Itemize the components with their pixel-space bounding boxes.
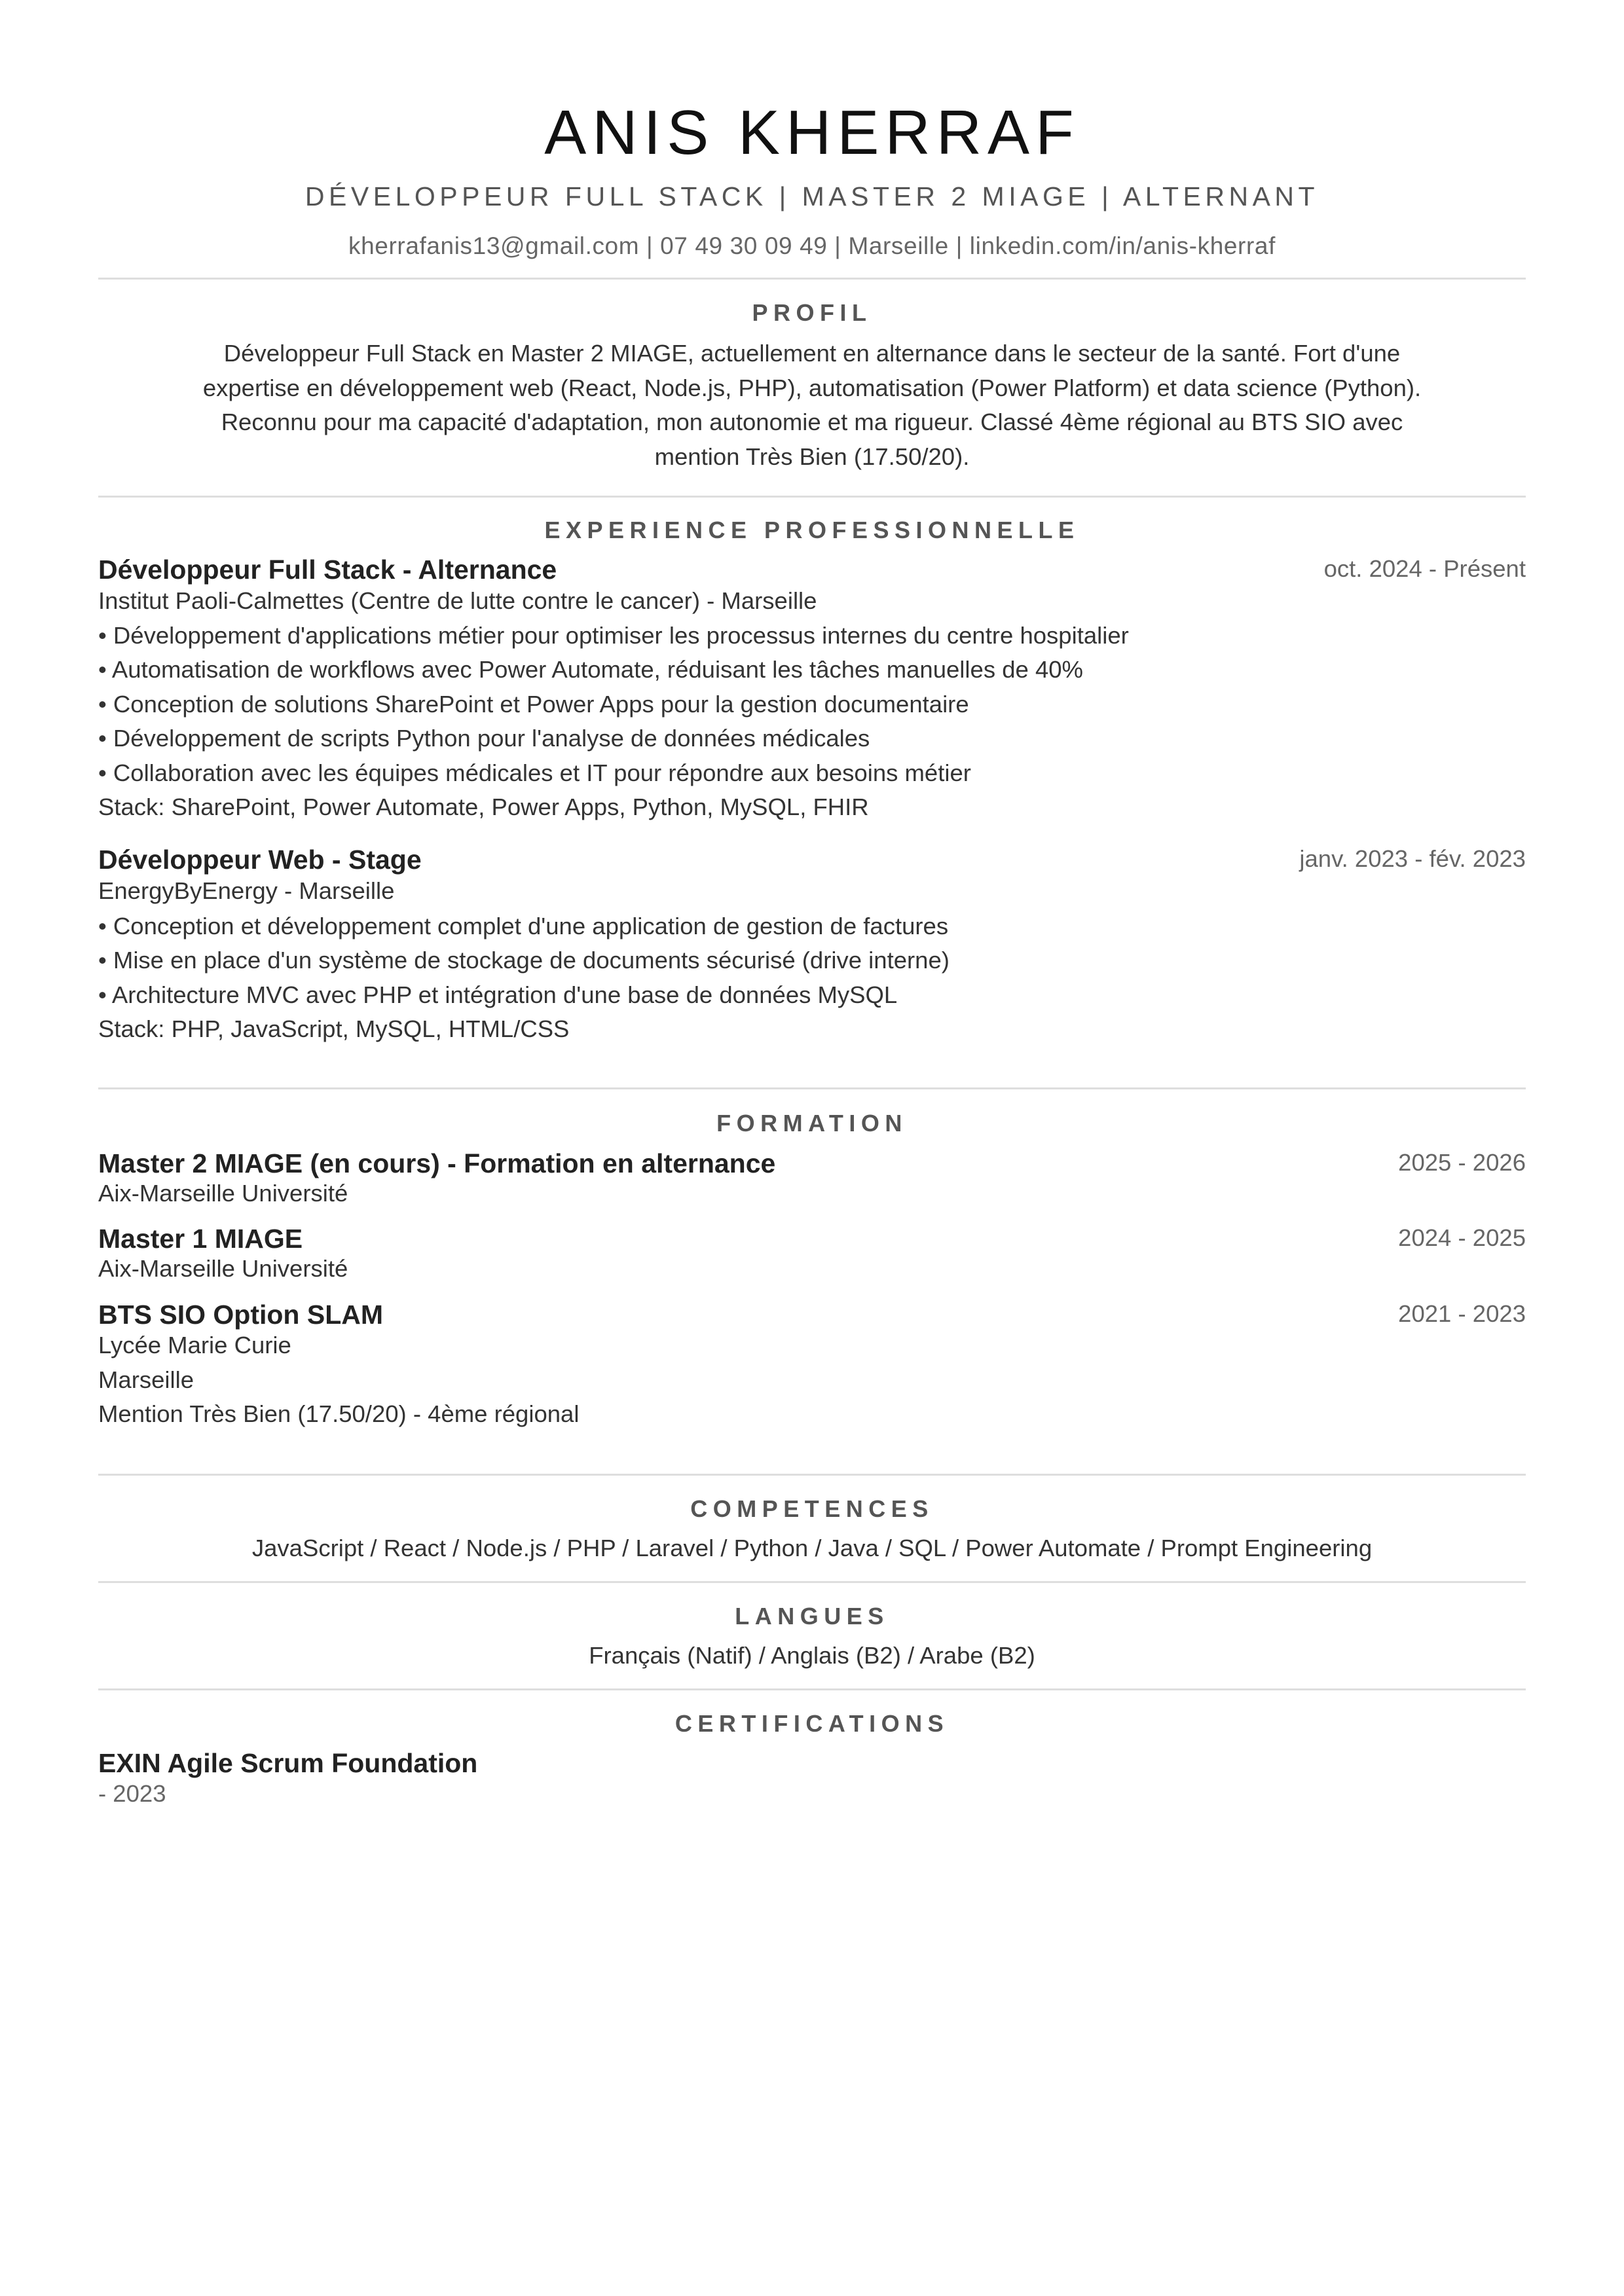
job-title: Développeur Web - Stage — [98, 845, 422, 875]
certification-name: EXIN Agile Scrum Foundation — [98, 1748, 478, 1778]
languages-list: Français (Natif) / Anglais (B2) / Arabe (B2) — [589, 1642, 1035, 1669]
section-title-certifications: CERTIFICATIONS — [674, 1710, 950, 1737]
certification-year: - 2023 — [98, 1780, 166, 1807]
job-bullet: • Collaboration avec les équipes médicales et IT pour répondre aux besoins métier — [98, 759, 971, 786]
contact-line: kherrafanis13@gmail.com | 07 49 30 09 49 | Marseille | linkedin.com/in/anis-kherraf — [348, 232, 1276, 259]
degree-honors: Mention Très Bien (17.50/20) - 4ème régional — [98, 1400, 580, 1427]
section-title-skills: COMPETENCES — [690, 1495, 934, 1522]
profile-summary: Développeur Full Stack en Master 2 MIAGE, actuellement en alternance dans le secteur de la santé. Fort d'une expertise en développement web (React, Node.js, PHP), automatisation (Power Platform) et data science (Python). Reconnu pour ma capacité d'adaptation, mon autonomie et ma rigueur. Classé 4ème régional au BTS SIO avec mention Très Bien (17.50/20). — [202, 340, 1422, 470]
job-bullet: • Conception et développement complet d'une application de gestion de factures — [98, 913, 949, 939]
job-company: EnergyByEnergy - Marseille — [98, 877, 395, 904]
degree-title: BTS SIO Option SLAM — [98, 1300, 384, 1330]
job-bullet: • Développement d'applications métier pour optimiser les processus internes du centre hospitalier — [98, 622, 1129, 649]
job-bullet: • Développement de scripts Python pour l'analyse de données médicales — [98, 725, 870, 752]
job-stack: Stack: SharePoint, Power Automate, Power Apps, Python, MySQL, FHIR — [98, 793, 869, 820]
section-title-experience: EXPERIENCE PROFESSIONNELLE — [544, 517, 1080, 543]
degree-dates: 2024 - 2025 — [1398, 1224, 1526, 1251]
job-dates: janv. 2023 - fév. 2023 — [1299, 845, 1526, 872]
degree-dates: 2021 - 2023 — [1398, 1300, 1526, 1327]
divider — [98, 496, 1526, 498]
headline: DÉVELOPPEUR FULL STACK | MASTER 2 MIAGE | ALTERNANT — [304, 181, 1320, 211]
degree-school: Aix-Marseille Université — [98, 1180, 348, 1207]
job-company: Institut Paoli-Calmettes (Centre de lutte contre le cancer) - Marseille — [98, 587, 817, 614]
job-title: Développeur Full Stack - Alternance — [98, 555, 557, 585]
degree-dates: 2025 - 2026 — [1398, 1149, 1526, 1176]
divider — [98, 1087, 1526, 1089]
divider — [98, 278, 1526, 280]
job-stack: Stack: PHP, JavaScript, MySQL, HTML/CSS — [98, 1015, 570, 1042]
job-bullet: • Conception de solutions SharePoint et Power Apps pour la gestion documentaire — [98, 691, 969, 718]
section-title-education: FORMATION — [716, 1110, 908, 1137]
candidate-name: ANIS KHERRAF — [544, 98, 1080, 168]
skills-list: JavaScript / React / Node.js / PHP / Laravel / Python / Java / SQL / Power Automate / Prompt Engineering — [251, 1535, 1373, 1561]
degree-school: Lycée Marie Curie — [98, 1332, 291, 1358]
section-title-languages: LANGUES — [735, 1603, 889, 1630]
divider — [98, 1581, 1526, 1583]
job-bullet: • Architecture MVC avec PHP et intégration d'une base de données MySQL — [98, 981, 898, 1008]
section-title-profile: PROFIL — [752, 299, 872, 326]
degree-city: Marseille — [98, 1366, 194, 1393]
job-dates: oct. 2024 - Présent — [1323, 555, 1526, 582]
divider — [98, 1474, 1526, 1476]
degree-title: Master 2 MIAGE (en cours) - Formation en alternance — [98, 1148, 776, 1178]
job-bullet: • Automatisation de workflows avec Power Automate, réduisant les tâches manuelles de 40% — [98, 656, 1084, 683]
divider — [98, 1688, 1526, 1690]
job-bullet: • Mise en place d'un système de stockage de documents sécurisé (drive interne) — [98, 947, 950, 974]
degree-title: Master 1 MIAGE — [98, 1224, 303, 1254]
degree-school: Aix-Marseille Université — [98, 1255, 348, 1282]
